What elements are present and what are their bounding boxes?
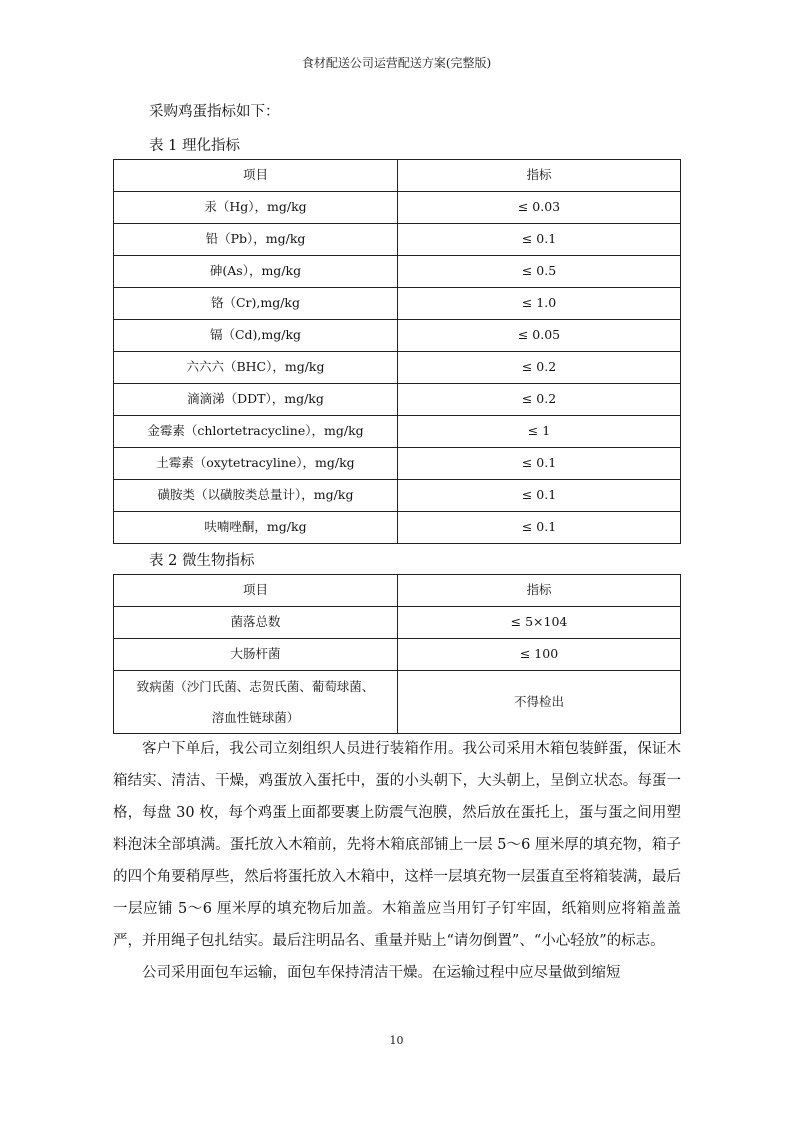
table-row <box>114 192 681 224</box>
table-row <box>114 607 681 639</box>
row-item: 磺胺类（以磺胺类总量计），mg/kg <box>114 480 398 512</box>
row-item: 滴滴涕（DDT），mg/kg <box>114 384 398 416</box>
table-row <box>114 320 681 352</box>
table-row <box>114 384 681 416</box>
row-item <box>114 671 398 734</box>
row-value: ≤ 0.03 <box>398 192 681 224</box>
row-item: 呋喃唑酮，mg/kg <box>114 512 398 544</box>
column-header-item: 项目 <box>114 575 398 607</box>
table1-caption: 表 1 理化指标 <box>149 138 240 154</box>
table-row <box>114 352 681 384</box>
row-item: 铅（Pb），mg/kg <box>114 224 398 256</box>
paragraph: 客户下单后，我公司立刻组织人员进行装箱作用。我公司采用木箱包装鲜蛋，保证木箱结实、清洁、干燥，鸡蛋放入蛋托中，蛋的小头朝下，大头朝上，呈倒立状态。每蛋一格，每盘 30 枚，每个鸡蛋上面都要裹上防震气泡膜，然后放在蛋托上，蛋与蛋之间用塑料泡沫全部填满。蛋托放入木箱前，先将木箱底部铺上一层 5～6 厘米厚的填充物，箱子的四个角要稍厚些，然后将蛋托放入木箱中，这样一层填充物一层蛋直至将箱装满，最后一层应铺 5～6 厘米厚的填充物后加盖。木箱盖应当用钉子钉牢固，纸箱则应将箱盖盖严，并用绳子包扎结实。最后注明品名、重量并贴上“请勿倒置”、“小心轻放”的标志。 <box>113 741 681 949</box>
table-row <box>114 639 681 671</box>
physicochemical-table <box>113 159 681 544</box>
row-value: ≤ 1.0 <box>398 288 681 320</box>
column-header-indicator: 指标 <box>398 575 681 607</box>
microbiological-table <box>113 574 681 734</box>
row-item: 汞（Hg），mg/kg <box>114 192 398 224</box>
row-item-line1: 致病菌（沙门氏菌、志贺氏菌、葡萄球菌、 <box>136 679 375 694</box>
row-item: 镉（Cd),mg/kg <box>114 320 398 352</box>
row-value: ≤ 0.1 <box>398 224 681 256</box>
body-text <box>113 733 681 989</box>
row-value: ≤ 0.2 <box>398 352 681 384</box>
row-value: ≤ 0.5 <box>398 256 681 288</box>
row-value: ≤ 100 <box>398 639 681 671</box>
paragraph: 公司采用面包车运输，面包车保持清洁干燥。在运输过程中应尽量做到缩短 <box>142 965 621 981</box>
table-header-row <box>114 160 681 192</box>
row-value: ≤ 1 <box>398 416 681 448</box>
row-value: ≤ 0.1 <box>398 448 681 480</box>
row-value: 不得检出 <box>398 671 681 734</box>
table-row <box>114 671 681 734</box>
row-item: 菌落总数 <box>114 607 398 639</box>
page-number: 10 <box>389 1034 404 1047</box>
row-item-line2: 溶血性链球菌） <box>211 710 300 725</box>
table-row <box>114 448 681 480</box>
table-header-row <box>114 575 681 607</box>
row-item: 砷(As），mg/kg <box>114 256 398 288</box>
row-item: 六六六（BHC），mg/kg <box>114 352 398 384</box>
row-value: ≤ 0.1 <box>398 512 681 544</box>
row-item: 金霉素（chlortetracycline），mg/kg <box>114 416 398 448</box>
row-value: ≤ 0.1 <box>398 480 681 512</box>
page-header: 食材配送公司运营配送方案(完整版) <box>301 56 492 70</box>
row-item: 土霉素（oxytetracyline），mg/kg <box>114 448 398 480</box>
row-item: 铬（Cr),mg/kg <box>114 288 398 320</box>
table-row <box>114 416 681 448</box>
table-row <box>114 512 681 544</box>
table-row <box>114 288 681 320</box>
column-header-indicator: 指标 <box>398 160 681 192</box>
row-item: 大肠杆菌 <box>114 639 398 671</box>
row-value: ≤ 5×104 <box>398 607 681 639</box>
row-value: ≤ 0.2 <box>398 384 681 416</box>
table2-caption: 表 2 微生物指标 <box>149 553 255 569</box>
table-row <box>114 224 681 256</box>
column-header-item: 项目 <box>114 160 398 192</box>
table-row <box>114 480 681 512</box>
row-value: ≤ 0.05 <box>398 320 681 352</box>
intro-text: 采购鸡蛋指标如下： <box>149 104 280 120</box>
table-row <box>114 256 681 288</box>
